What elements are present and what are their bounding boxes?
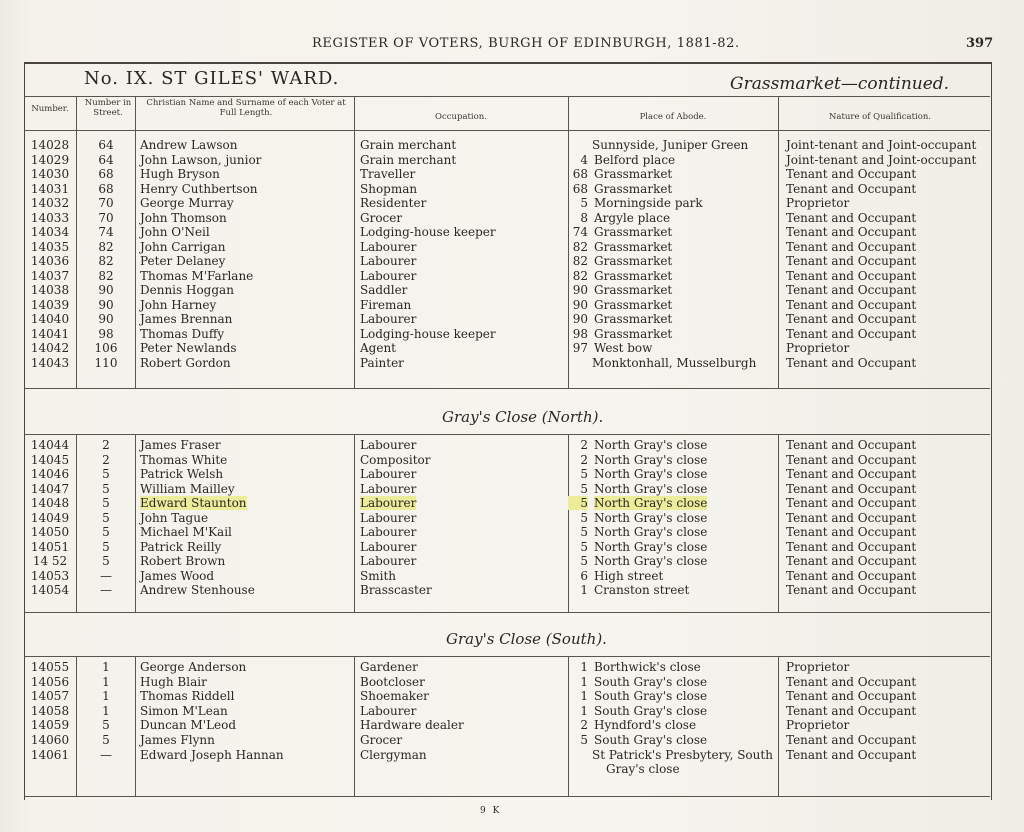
voter-number-cell: 14032 bbox=[30, 196, 70, 210]
qualification-cell: Joint-tenant and Joint-occupant bbox=[786, 138, 977, 152]
section-title-grays-close-south: Gray's Close (South). bbox=[446, 630, 607, 648]
abode-number-cell: 6 bbox=[580, 568, 588, 583]
voter-number-cell: 14043 bbox=[30, 355, 70, 370]
qualification-cell: Tenant and Occupant bbox=[786, 496, 917, 510]
table-row bbox=[0, 675, 1000, 690]
voter-name-cell: Patrick Welsh bbox=[140, 467, 224, 481]
abode-number-cell: 5 bbox=[580, 196, 588, 210]
voter-name-cell: Thomas Riddell bbox=[140, 689, 235, 704]
abode-cell: St Patrick's Presbytery, South bbox=[592, 747, 773, 762]
qualification-cell: Tenant and Occupant bbox=[786, 674, 917, 689]
voter-name-cell: Michael M'Kail bbox=[140, 525, 232, 539]
abode-number-cell: 98 bbox=[572, 326, 588, 341]
occupation-cell: Labourer bbox=[360, 525, 417, 539]
occupation-cell: Traveller bbox=[360, 167, 416, 181]
voter-number-cell: 14046 bbox=[30, 467, 70, 481]
occupation-cell: Labourer bbox=[360, 554, 417, 568]
qualification-cell: Tenant and Occupant bbox=[786, 747, 917, 762]
voter-name-cell: Thomas Duffy bbox=[140, 326, 225, 341]
voter-number-cell: 14034 bbox=[30, 225, 70, 239]
table-row bbox=[0, 467, 1000, 482]
street-number-cell: 2 bbox=[102, 452, 110, 467]
table-row bbox=[0, 540, 1000, 555]
voter-name-cell: Andrew Lawson bbox=[140, 138, 238, 152]
occupation-cell: Compositor bbox=[360, 452, 431, 467]
abode-cell: Grassmarket bbox=[594, 181, 673, 196]
voter-number-cell: 14035 bbox=[30, 239, 70, 254]
street-number-cell: 82 bbox=[98, 268, 114, 283]
qualification-cell: Tenant and Occupant bbox=[786, 568, 917, 583]
voter-number-cell: 14030 bbox=[30, 167, 70, 181]
table-row bbox=[0, 525, 1000, 540]
qualification-cell: Proprietor bbox=[786, 196, 850, 210]
street-number-cell: 68 bbox=[98, 167, 114, 181]
table-row bbox=[0, 327, 1000, 342]
abode-cell: Grassmarket bbox=[594, 297, 673, 312]
voter-number-cell: 14038 bbox=[30, 283, 70, 297]
street-number-cell: 98 bbox=[98, 326, 114, 341]
qualification-cell: Tenant and Occupant bbox=[786, 733, 917, 747]
voter-name-cell: Peter Delaney bbox=[140, 254, 226, 268]
voter-name-cell: Dennis Hoggan bbox=[140, 283, 234, 297]
street-number-cell: 2 bbox=[102, 438, 110, 452]
voter-number-cell: 14061 bbox=[30, 747, 70, 762]
abode-number-cell: 82 bbox=[572, 268, 588, 283]
abode-number-cell: 74 bbox=[572, 225, 588, 239]
qualification-cell: Tenant and Occupant bbox=[786, 583, 917, 597]
qualification-cell: Tenant and Occupant bbox=[786, 268, 917, 283]
voter-name-cell: John Thomson bbox=[140, 210, 227, 225]
occupation-cell: Hardware dealer bbox=[360, 718, 464, 733]
abode-number-cell: 1 bbox=[580, 689, 588, 704]
abode-number-cell: 2 bbox=[580, 718, 588, 733]
qualification-cell: Tenant and Occupant bbox=[786, 467, 917, 481]
street-number-cell: 70 bbox=[98, 210, 114, 225]
voter-name-cell: Henry Cuthbertson bbox=[140, 181, 258, 196]
street-number-cell: 90 bbox=[98, 297, 114, 312]
abode-cell: Morningside park bbox=[594, 196, 703, 210]
table-row bbox=[0, 438, 1000, 453]
street-number-cell: 5 bbox=[102, 525, 110, 539]
voter-number-cell: 14056 bbox=[30, 674, 70, 689]
abode-cell: Cranston street bbox=[594, 583, 690, 597]
section-rule bbox=[24, 612, 990, 613]
occupation-cell: Shopman bbox=[360, 181, 418, 196]
abode-number-cell: 5 bbox=[580, 510, 588, 525]
voter-name-cell: Duncan M'Leod bbox=[140, 718, 237, 733]
qualification-cell: Tenant and Occupant bbox=[786, 297, 917, 312]
voter-name-cell: James Wood bbox=[140, 568, 215, 583]
occupation-cell: Labourer bbox=[360, 496, 417, 510]
abode-number-cell: 2 bbox=[580, 452, 588, 467]
abode-cell: Grassmarket bbox=[594, 283, 673, 297]
street-number-cell: 5 bbox=[102, 539, 110, 554]
abode-number-cell: 2 bbox=[580, 438, 588, 452]
abode-cell: North Gray's close bbox=[594, 554, 708, 568]
abode-cell: Argyle place bbox=[594, 210, 671, 225]
abode-cell: Gray's close bbox=[606, 762, 680, 777]
voter-number-cell: 14054 bbox=[30, 583, 70, 597]
occupation-cell: Brasscaster bbox=[360, 583, 432, 597]
street-number-cell: 64 bbox=[98, 138, 114, 152]
abode-number-cell: 97 bbox=[572, 341, 588, 355]
qualification-cell: Tenant and Occupant bbox=[786, 438, 917, 452]
abode-cell: Sunnyside, Juniper Green bbox=[592, 138, 749, 152]
qualification-cell: Tenant and Occupant bbox=[786, 703, 917, 718]
abode-cell: Hyndford's close bbox=[594, 718, 697, 733]
street-number-cell: 1 bbox=[102, 689, 110, 704]
street-number-cell: 64 bbox=[98, 152, 114, 167]
header-bottom-rule bbox=[24, 130, 990, 131]
voter-name-cell: James Fraser bbox=[140, 438, 221, 452]
voter-number-cell: 14057 bbox=[30, 689, 70, 704]
table-row bbox=[0, 341, 1000, 356]
abode-cell: North Gray's close bbox=[594, 539, 708, 554]
voter-number-cell: 14049 bbox=[30, 510, 70, 525]
header-top-rule bbox=[24, 96, 990, 97]
street-number-cell: 82 bbox=[98, 254, 114, 268]
abode-cell: Grassmarket bbox=[594, 167, 673, 181]
occupation-cell: Painter bbox=[360, 355, 404, 370]
voter-number-cell: 14039 bbox=[30, 297, 70, 312]
street-number-cell: — bbox=[100, 747, 112, 762]
abode-cell: North Gray's close bbox=[594, 467, 708, 481]
abode-number-cell: 82 bbox=[572, 254, 588, 268]
qualification-cell: Tenant and Occupant bbox=[786, 239, 917, 254]
street-number-cell: 106 bbox=[94, 341, 118, 355]
abode-cell: North Gray's close bbox=[594, 452, 708, 467]
occupation-cell: Smith bbox=[360, 568, 396, 583]
occupation-cell: Residenter bbox=[360, 196, 427, 210]
abode-cell: North Gray's close bbox=[594, 510, 708, 525]
abode-cell: Grassmarket bbox=[594, 225, 673, 239]
abode-number-cell: 5 bbox=[580, 467, 588, 481]
column-header-name: Christian Name and Surname of each Voter at Full Length. bbox=[146, 98, 346, 118]
voter-name-cell: Robert Brown bbox=[140, 554, 226, 568]
occupation-cell: Lodging-house keeper bbox=[360, 225, 496, 239]
column-header-abode: Place of Abode. bbox=[639, 112, 707, 122]
abode-number-cell: 5 bbox=[580, 481, 588, 496]
occupation-cell: Grain merchant bbox=[360, 152, 457, 167]
qualification-cell: Tenant and Occupant bbox=[786, 452, 917, 467]
page-number: 397 bbox=[966, 36, 994, 51]
column-header-number: Number. bbox=[31, 104, 69, 114]
street-number-cell: 5 bbox=[102, 718, 110, 733]
voter-name-cell: James Brennan bbox=[140, 312, 233, 326]
table-row bbox=[0, 211, 1000, 226]
voter-number-cell: 14031 bbox=[30, 181, 70, 196]
register-title: REGISTER OF VOTERS, BURGH OF EDINBURGH, 1881-82. bbox=[312, 36, 740, 51]
voter-name-cell: Hugh Bryson bbox=[140, 167, 220, 181]
table-row bbox=[0, 511, 1000, 526]
occupation-cell: Lodging-house keeper bbox=[360, 326, 496, 341]
occupation-cell: Labourer bbox=[360, 510, 417, 525]
abode-number-cell: 5 bbox=[580, 539, 588, 554]
qualification-cell: Tenant and Occupant bbox=[786, 254, 917, 268]
voter-number-cell: 14028 bbox=[30, 138, 70, 152]
voter-number-cell: 14037 bbox=[30, 268, 70, 283]
table-row bbox=[0, 312, 1000, 327]
street-number-cell: 1 bbox=[102, 660, 110, 674]
section-rule bbox=[24, 388, 990, 389]
abode-number-cell: 5 bbox=[580, 525, 588, 539]
signature-mark: 9 K bbox=[480, 806, 502, 816]
abode-number-cell: 68 bbox=[572, 167, 588, 181]
abode-number-cell: 4 bbox=[580, 152, 588, 167]
voter-number-cell: 14047 bbox=[30, 481, 70, 496]
voter-number-cell: 14033 bbox=[30, 210, 70, 225]
voter-name-cell: Thomas White bbox=[140, 452, 228, 467]
voter-name-cell: John O'Neil bbox=[140, 225, 210, 239]
qualification-cell: Tenant and Occupant bbox=[786, 525, 917, 539]
abode-cell: Grassmarket bbox=[594, 268, 673, 283]
street-number-cell: — bbox=[100, 568, 112, 583]
voter-number-cell: 14045 bbox=[30, 452, 70, 467]
qualification-cell: Tenant and Occupant bbox=[786, 510, 917, 525]
voter-name-cell: Robert Gordon bbox=[140, 355, 231, 370]
qualification-cell: Tenant and Occupant bbox=[786, 225, 917, 239]
street-number-cell: 1 bbox=[102, 674, 110, 689]
voter-number-cell: 14044 bbox=[30, 438, 70, 452]
voter-name-cell: Patrick Reilly bbox=[140, 539, 222, 554]
voter-number-cell: 14041 bbox=[30, 326, 70, 341]
page-header bbox=[0, 36, 1024, 56]
occupation-cell: Labourer bbox=[360, 254, 417, 268]
column-header-occupation: Occupation. bbox=[435, 112, 487, 122]
table-row bbox=[0, 138, 1000, 153]
abode-number-cell: 8 bbox=[580, 210, 588, 225]
street-number-cell: 5 bbox=[102, 554, 110, 568]
qualification-cell: Tenant and Occupant bbox=[786, 481, 917, 496]
occupation-cell: Labourer bbox=[360, 268, 417, 283]
occupation-cell: Grain merchant bbox=[360, 138, 457, 152]
voter-name-cell: George Anderson bbox=[140, 660, 247, 674]
voter-name-cell: John Harney bbox=[140, 297, 217, 312]
section-title-grays-close-north: Gray's Close (North). bbox=[442, 408, 604, 426]
table-row bbox=[0, 733, 1000, 748]
abode-cell: Monktonhall, Musselburgh bbox=[592, 355, 757, 370]
abode-cell: North Gray's close bbox=[594, 496, 708, 510]
occupation-cell: Labourer bbox=[360, 312, 417, 326]
qualification-cell: Proprietor bbox=[786, 341, 850, 355]
street-number-cell: 68 bbox=[98, 181, 114, 196]
abode-number-cell: 90 bbox=[572, 283, 588, 297]
table-row bbox=[0, 167, 1000, 182]
table-row bbox=[0, 496, 1000, 511]
voter-name-cell: John Tague bbox=[140, 510, 209, 525]
qualification-cell: Tenant and Occupant bbox=[786, 312, 917, 326]
section-rule bbox=[24, 656, 990, 657]
abode-number-cell: 5 bbox=[568, 496, 588, 510]
voter-number-cell: 14058 bbox=[30, 703, 70, 718]
voter-number-cell: 14053 bbox=[30, 568, 70, 583]
table-row bbox=[0, 298, 1000, 313]
qualification-cell: Tenant and Occupant bbox=[786, 283, 917, 297]
street-number-cell: 5 bbox=[102, 496, 110, 510]
abode-number-cell: 90 bbox=[572, 312, 588, 326]
abode-cell: High street bbox=[594, 568, 664, 583]
table-row bbox=[0, 356, 1000, 371]
table-row bbox=[0, 704, 1000, 719]
street-number-cell: 5 bbox=[102, 733, 110, 747]
qualification-cell: Tenant and Occupant bbox=[786, 539, 917, 554]
abode-number-cell: 1 bbox=[580, 674, 588, 689]
abode-cell: West bow bbox=[594, 341, 653, 355]
abode-cell: North Gray's close bbox=[594, 438, 708, 452]
abode-cell: Grassmarket bbox=[594, 239, 673, 254]
occupation-cell: Saddler bbox=[360, 283, 408, 297]
voter-number-cell: 14055 bbox=[30, 660, 70, 674]
abode-number-cell: 82 bbox=[572, 239, 588, 254]
table-row bbox=[0, 240, 1000, 255]
abode-number-cell: 1 bbox=[580, 660, 588, 674]
occupation-cell: Fireman bbox=[360, 297, 412, 312]
voter-number-cell: 14040 bbox=[30, 312, 70, 326]
table-bottom-rule bbox=[24, 796, 990, 797]
qualification-cell: Tenant and Occupant bbox=[786, 554, 917, 568]
abode-number-cell: 1 bbox=[580, 703, 588, 718]
abode-cell: Borthwick's close bbox=[594, 660, 701, 674]
occupation-cell: Gardener bbox=[360, 660, 418, 674]
table-row bbox=[0, 182, 1000, 197]
occupation-cell: Labourer bbox=[360, 703, 417, 718]
voter-name-cell: Hugh Blair bbox=[140, 674, 207, 689]
abode-cell: South Gray's close bbox=[594, 689, 708, 704]
occupation-cell: Labourer bbox=[360, 539, 417, 554]
occupation-cell: Grocer bbox=[360, 733, 403, 747]
street-number-cell: 5 bbox=[102, 481, 110, 496]
voter-name-cell: John Carrigan bbox=[140, 239, 226, 254]
table-row bbox=[0, 554, 1000, 569]
qualification-cell: Tenant and Occupant bbox=[786, 326, 917, 341]
table-row bbox=[0, 689, 1000, 704]
table-row bbox=[0, 196, 1000, 211]
occupation-cell: Labourer bbox=[360, 438, 417, 452]
voter-number-cell: 14042 bbox=[30, 341, 70, 355]
street-number-cell: 90 bbox=[98, 312, 114, 326]
abode-cell: Grassmarket bbox=[594, 312, 673, 326]
occupation-cell: Bootcloser bbox=[360, 674, 425, 689]
abode-number-cell: 1 bbox=[580, 583, 588, 597]
occupation-cell: Clergyman bbox=[360, 747, 427, 762]
column-header-street-number: Number in Street. bbox=[84, 98, 132, 118]
table-row bbox=[0, 482, 1000, 497]
voter-name-cell: Simon M'Lean bbox=[140, 703, 228, 718]
voter-number-cell: 14060 bbox=[30, 733, 70, 747]
voter-number-cell: 14036 bbox=[30, 254, 70, 268]
table-row bbox=[0, 269, 1000, 284]
occupation-cell: Labourer bbox=[360, 239, 417, 254]
voter-name-cell: Thomas M'Farlane bbox=[140, 268, 254, 283]
voter-name-cell: Andrew Stenhouse bbox=[140, 583, 255, 597]
qualification-cell: Tenant and Occupant bbox=[786, 355, 917, 370]
table-row bbox=[0, 225, 1000, 240]
voter-name-cell: Edward Joseph Hannan bbox=[140, 747, 284, 762]
abode-cell: Belford place bbox=[594, 152, 676, 167]
voter-name-cell: Edward Staunton bbox=[140, 496, 247, 510]
voter-name-cell: John Lawson, junior bbox=[140, 152, 262, 167]
table-row bbox=[0, 660, 1000, 675]
street-number-cell: — bbox=[100, 583, 112, 597]
street-number-cell: 5 bbox=[102, 467, 110, 481]
table-row bbox=[0, 748, 1000, 763]
qualification-cell: Proprietor bbox=[786, 718, 850, 733]
qualification-cell: Tenant and Occupant bbox=[786, 210, 917, 225]
abode-cell: Grassmarket bbox=[594, 254, 673, 268]
occupation-cell: Grocer bbox=[360, 210, 403, 225]
abode-cell: South Gray's close bbox=[594, 733, 708, 747]
street-number-cell: 1 bbox=[102, 703, 110, 718]
voter-name-cell: George Murray bbox=[140, 196, 234, 210]
voter-number-cell: 14059 bbox=[30, 718, 70, 733]
section-rule bbox=[24, 434, 990, 435]
table-row bbox=[0, 718, 1000, 733]
voter-name-cell: James Flynn bbox=[140, 733, 215, 747]
occupation-cell: Shoemaker bbox=[360, 689, 429, 704]
table-row bbox=[0, 153, 1000, 168]
table-row bbox=[0, 569, 1000, 584]
table-row bbox=[0, 762, 1000, 777]
qualification-cell: Tenant and Occupant bbox=[786, 167, 917, 181]
street-number-cell: 90 bbox=[98, 283, 114, 297]
occupation-cell: Labourer bbox=[360, 467, 417, 481]
voter-number-cell: 14 52 bbox=[32, 554, 68, 568]
street-number-cell: 74 bbox=[98, 225, 114, 239]
abode-number-cell: 5 bbox=[580, 554, 588, 568]
abode-cell: Grassmarket bbox=[594, 326, 673, 341]
abode-number-cell: 5 bbox=[580, 733, 588, 747]
table-row bbox=[0, 283, 1000, 298]
qualification-cell: Tenant and Occupant bbox=[786, 689, 917, 704]
abode-cell: South Gray's close bbox=[594, 703, 708, 718]
column-header-qualification: Nature of Qualification. bbox=[828, 112, 932, 122]
occupation-cell: Labourer bbox=[360, 481, 417, 496]
voter-number-cell: 14051 bbox=[30, 539, 70, 554]
street-number-cell: 5 bbox=[102, 510, 110, 525]
street-number-cell: 82 bbox=[98, 239, 114, 254]
abode-cell: South Gray's close bbox=[594, 674, 708, 689]
qualification-cell: Joint-tenant and Joint-occupant bbox=[786, 152, 977, 167]
voter-name-cell: Peter Newlands bbox=[140, 341, 237, 355]
voter-number-cell: 14029 bbox=[30, 152, 70, 167]
table-row bbox=[0, 453, 1000, 468]
table-row bbox=[0, 254, 1000, 269]
qualification-cell: Tenant and Occupant bbox=[786, 181, 917, 196]
voter-number-cell: 14050 bbox=[30, 525, 70, 539]
abode-cell: North Gray's close bbox=[594, 525, 708, 539]
qualification-cell: Proprietor bbox=[786, 660, 850, 674]
table-row bbox=[0, 583, 1000, 598]
abode-cell: North Gray's close bbox=[594, 481, 708, 496]
voter-number-cell: 14048 bbox=[30, 496, 70, 510]
street-number-cell: 110 bbox=[94, 355, 118, 370]
voter-name-cell: William Mailley bbox=[140, 481, 235, 496]
street-title: Grassmarket—continued. bbox=[730, 74, 950, 94]
abode-number-cell: 90 bbox=[572, 297, 588, 312]
abode-number-cell: 68 bbox=[572, 181, 588, 196]
street-number-cell: 70 bbox=[98, 196, 114, 210]
ward-title: No. IX. ST GILES' WARD. bbox=[84, 68, 340, 89]
occupation-cell: Agent bbox=[360, 341, 396, 355]
